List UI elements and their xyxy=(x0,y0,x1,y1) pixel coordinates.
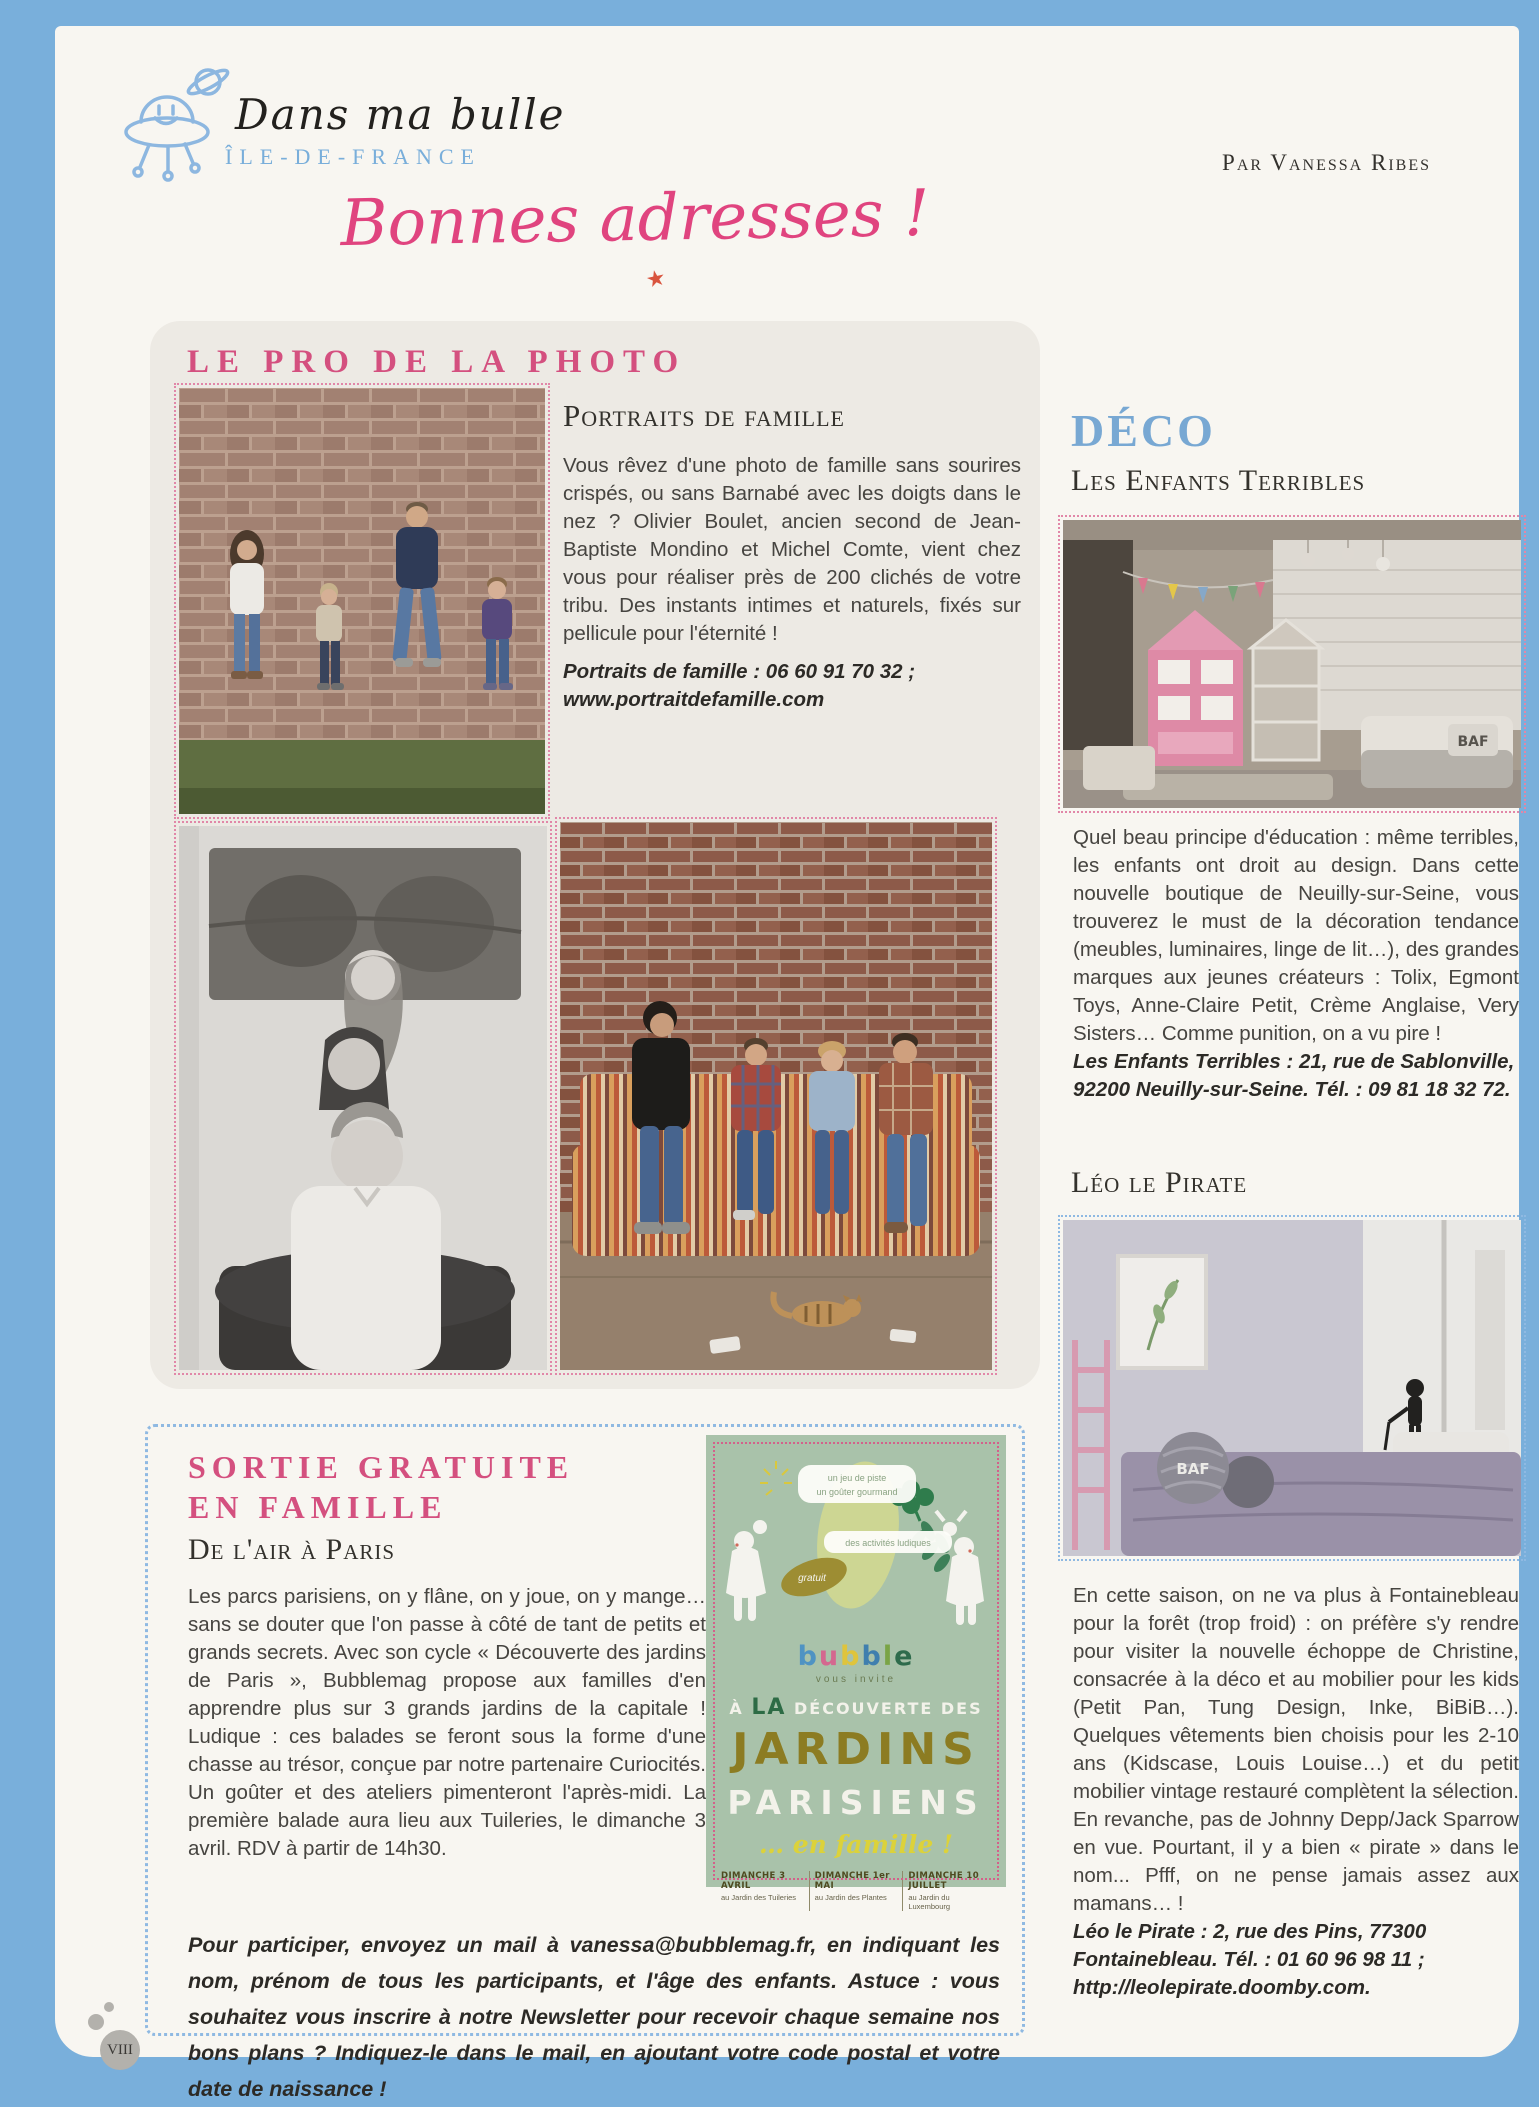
kids-bed xyxy=(1361,716,1513,788)
ufo-icon xyxy=(111,60,231,190)
poster-illustration xyxy=(706,1435,1006,1643)
poster-title-famille: … en famille ! xyxy=(759,1830,953,1859)
poster-bubble-text-1: un jeu de piste xyxy=(827,1473,887,1483)
byline: Par Vanessa Ribes xyxy=(1222,150,1431,175)
poster-date-2: DIMANCHE 1er MAI au Jardin des Plantes xyxy=(809,1871,903,1911)
shop2-name: Léo le Pirate xyxy=(1071,1166,1248,1199)
page-title: Bonnes adresses ! xyxy=(339,176,931,262)
page-number: VIII xyxy=(100,2030,140,2070)
photo-shop-interior xyxy=(1063,520,1521,808)
region-label: ÎLE-DE-FRANCE xyxy=(225,144,481,169)
photo-kids-bedroom xyxy=(1063,1220,1521,1556)
decor-bubble-mid xyxy=(88,2014,104,2030)
poster-badge: gratuit xyxy=(798,1573,826,1584)
outing-note: Pour participer, envoyez un mail à vanessa@bubblemag.fr, en indiquant les nom, prénom de tous les participants, et l'âge des enfants. Astuce : vous souhaitez vous inscrire à notre Newsletter pour recevoir chaque semaine nos bons plans ? Indiquez-le dans le mail, en ajoutant votre code postal et votre date de naissance ! xyxy=(188,1932,1000,2101)
poster-bubble-text-3: des activités ludiques xyxy=(845,1538,931,1548)
outing-heading-line1: SORTIE GRATUITE xyxy=(188,1449,575,1485)
shop2-text xyxy=(1073,1582,1519,2002)
garden-poster xyxy=(706,1435,1006,1911)
cushion-letters: BAF xyxy=(1457,734,1489,750)
photo-pro-website: www.portraitdefamille.com xyxy=(563,688,825,711)
poster-title-jardins: JARDINS xyxy=(732,1724,980,1775)
photo-family-bw xyxy=(179,826,547,1370)
deco-heading: DÉCO xyxy=(1071,405,1216,456)
wall-frame xyxy=(1118,1256,1206,1368)
shop2-contact: Léo le Pirate : 2, rue des Pins, 77300 Fontainebleau. Tél. : 01 60 96 98 11 ; http://leolepirate.doomby.com. xyxy=(1073,1920,1427,1999)
outing-subheading: De l'air à Paris xyxy=(188,1533,396,1566)
poster-date-3: DIMANCHE 10 JUILLET au Jardin du Luxembourg xyxy=(902,1871,996,1911)
photo-family-sofa xyxy=(560,822,992,1370)
bubble-logo: bubble xyxy=(797,1641,915,1672)
poster-date-1: DIMANCHE 3 AVRIL au Jardin des Tuileries xyxy=(721,1871,797,1902)
photo-pro-text-column xyxy=(563,398,1021,714)
left-silhouette xyxy=(726,1520,767,1621)
shop2-body: En cette saison, on ne va plus à Fontainebleau pour la forêt (trop froid) : on préfère s'y rendre pour visiter la nouvelle échoppe de Christine, consacrée à la déco et au mobilier pour les kids (Petit Pan, Tung Design, Inke, BiBiB…). Quelques vêtements bien choisis pour les 2-10 ans (Kidscase, Louis Louise…) et du petit mobilier vintage restauré complètent la sélection. En revanche, pas de Johnny Depp/Jack Sparrow en vue. Pourtant, il y a bien « pirate » dans le nom... Pfff, on ne pense jamais assez aux mamans… ! xyxy=(1073,1584,1519,1915)
outing-body: Les parcs parisiens, on y flâne, on y joue, on y mange… sans se douter que l'on passe à côté de tant de petits et grands secrets. Avec son cycle « Découverte des jardins de Paris », Bubblemag propose aux familles d'en apprendre plus sur 3 grands jardins de la capitale ! Ludique : ces balades se feront sous la forme d'une chasse au trésor, conçue par notre partenaire Curiocités. Un goûter et des ateliers pimenteront l'après-midi. La première balade aura lieu aux Tuileries, le dimanche 3 avril. RDV à partir de 14h30. xyxy=(188,1585,706,1860)
poster-title-parisiens: PARISIENS xyxy=(727,1783,985,1822)
sunburst xyxy=(760,1461,792,1495)
shop1-contact: Les Enfants Terribles : 21, rue de Sablonville, 92200 Neuilly-sur-Seine. Tél. : 09 81 18 32 72. xyxy=(1073,1050,1515,1101)
photo-pro-heading: LE PRO DE LA PHOTO xyxy=(187,344,687,380)
outing-heading-line2: EN FAMILLE xyxy=(188,1489,448,1525)
photo-family-jumping xyxy=(179,388,545,814)
poster-title-line1: À LA DÉCOUVERTE DES xyxy=(729,1695,983,1720)
white-shelf-house xyxy=(1251,620,1321,760)
poster-dates xyxy=(716,1871,996,1911)
photo-pro-subheading: Portraits de famille xyxy=(563,398,846,433)
figure-mother-bw xyxy=(319,1027,389,1110)
poster-bubble-text-2: un goûter gourmand xyxy=(816,1487,898,1497)
ball-cushion-letters: BAF xyxy=(1176,1460,1210,1478)
section-script-title: Dans ma bulle xyxy=(235,90,566,139)
star-icon: ★ xyxy=(643,264,669,293)
shop1-body: Quel beau principe d'éducation : même terribles, les enfants ont droit au design. Dans cette nouvelle boutique de Neuilly-sur-Seine, vous trouverez le must de la décoration tendance (meubles, luminaires, linge de lit…), des grandes marques aux jeunes créateurs : Tolix, Egmont Toys, Anne-Claire Petit, Crème Anglaise, Very Sisters… Comme punition, on a vu pire ! xyxy=(1073,826,1519,1045)
photo-pro-phone: Portraits de famille : 06 60 91 70 32 ; xyxy=(563,660,916,683)
magazine-page xyxy=(55,26,1519,2101)
poster-invite: vous invite xyxy=(815,1674,897,1685)
outing-panel xyxy=(145,1424,1025,2101)
decor-bubble-small xyxy=(104,2002,114,2012)
shop1-text xyxy=(1073,824,1519,1104)
photo-pro-body: Vous rêvez d'une photo de famille sans sourires crispés, ou sans Barnabé avec les doigts dans le nez ? Olivier Boulet, ancien second de Jean-Baptiste Mondino et Michel Comte, vient chez vous pour réaliser près de 200 clichés de votre tribu. Des instants intimes et naturels, fixés sur pellicule pour l'éternité ! xyxy=(563,454,1021,645)
shop1-name: Les Enfants Terribles xyxy=(1071,464,1366,497)
